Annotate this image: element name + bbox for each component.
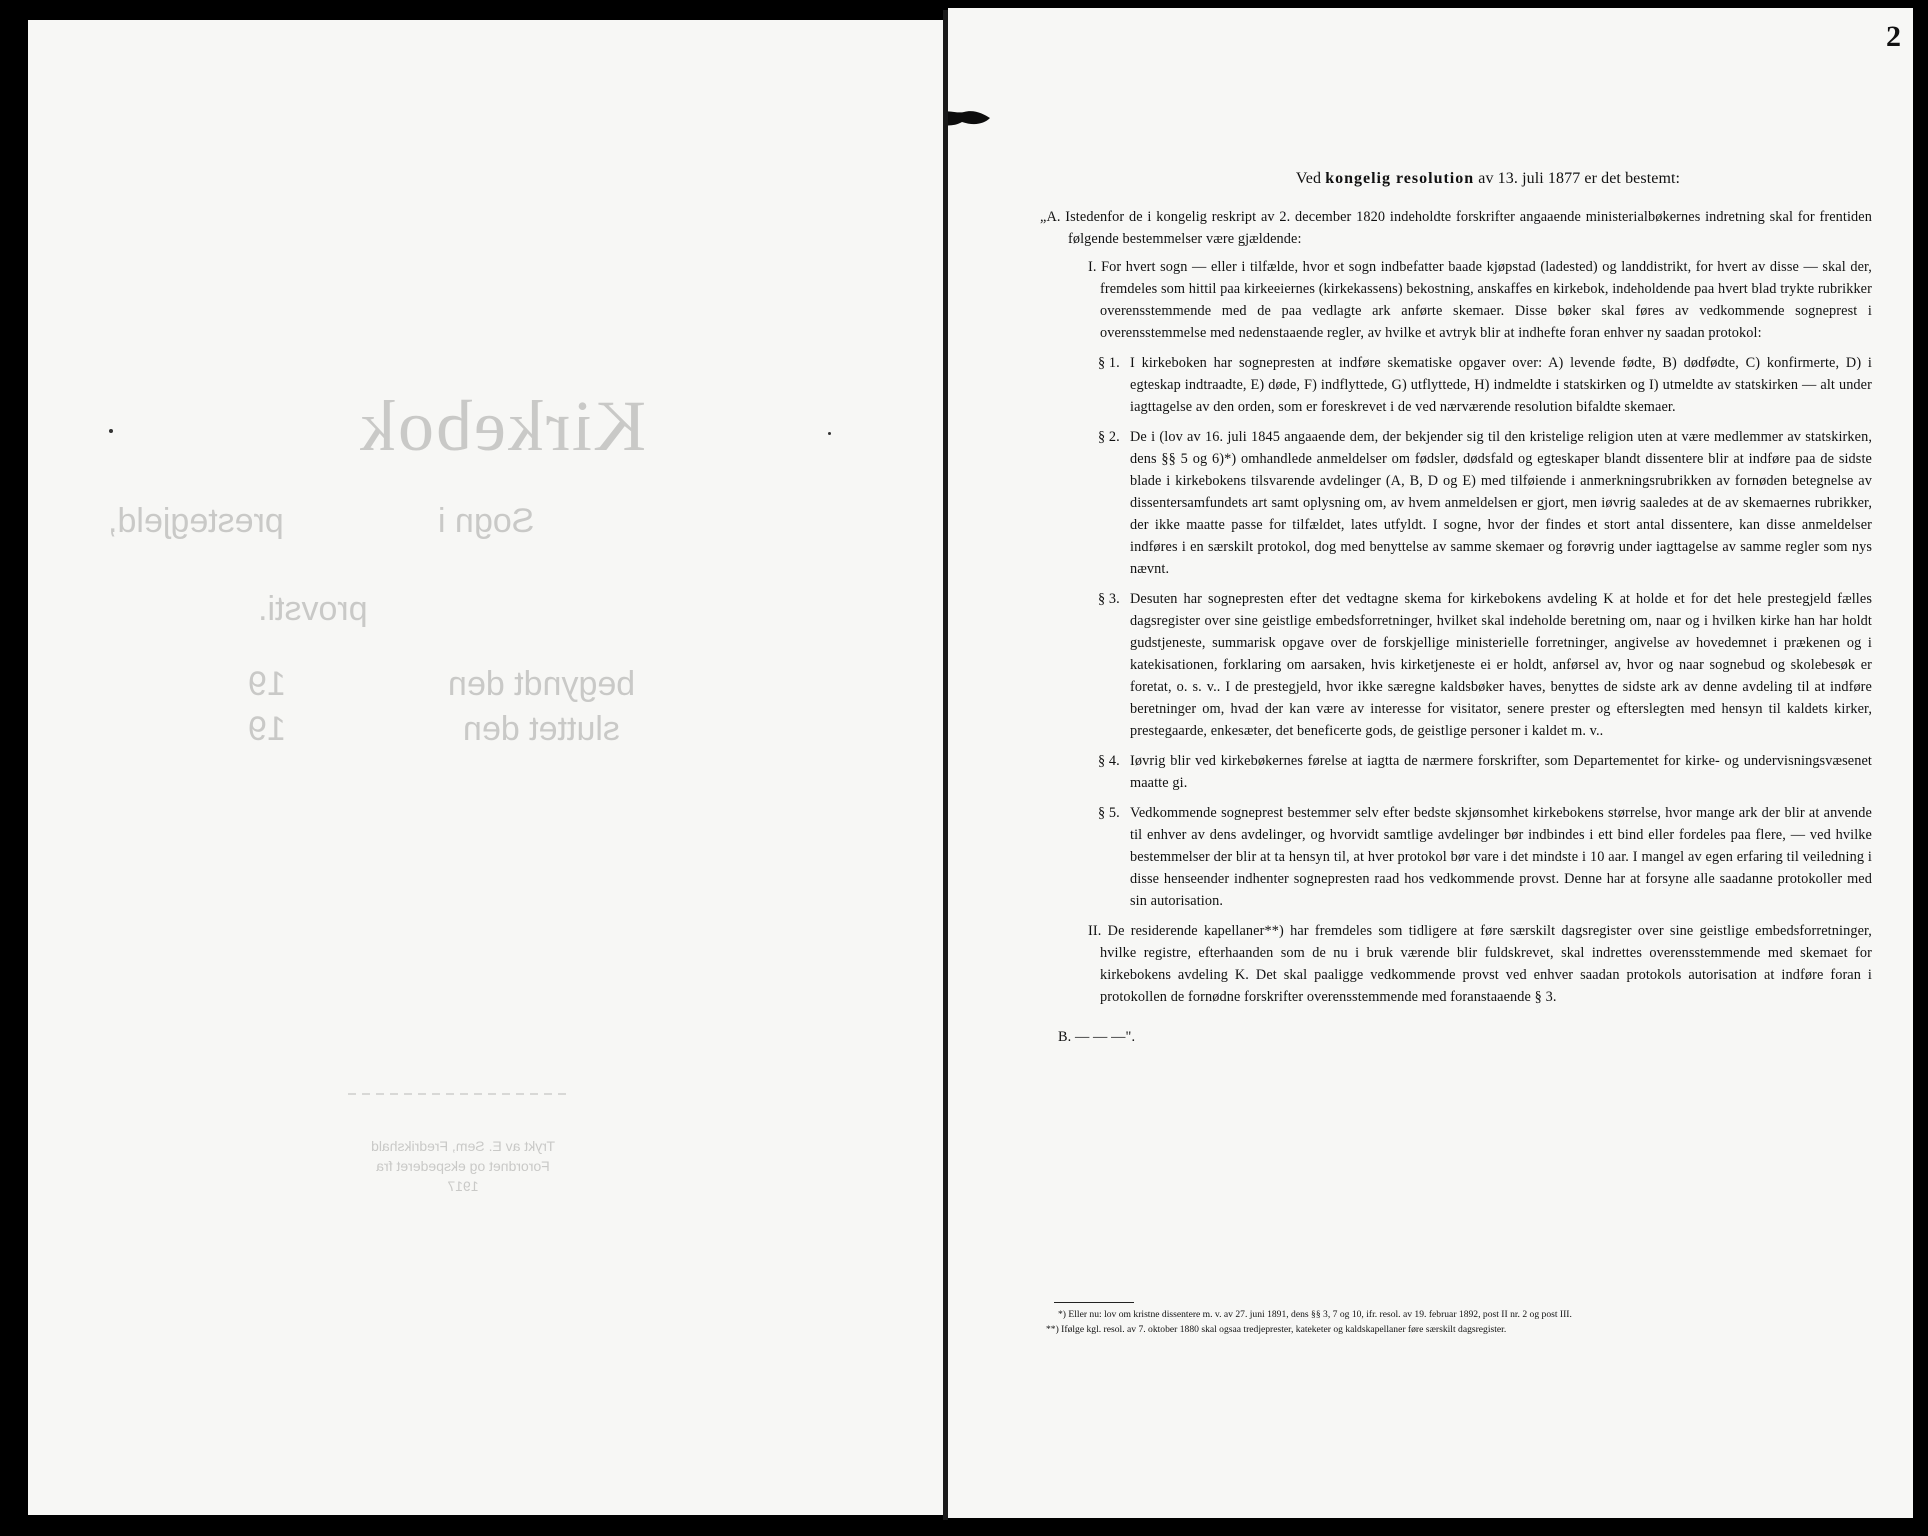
footnote-2: **) Ifølge kgl. resol. av 7. oktober 1880 skal ogsaa tredjeprester, kateketer og kaldskapellaner føre særskilt dagsregister.: [1046, 1324, 1507, 1335]
section-2-text: De i (lov av 16. juli 1845 angaaende dem, der bekjender sig til den kristelige religion uten at være medlemmer av statskirken, dens §§ 5 og 6)*) omhandlede anmeldelser om fødsler, dødsfald og egteskaper blandt dissentere blir at indføre paa de sidste blade i kirkebokens tilsvarende avdelinger (A, B, D og E) med tilføiende i anmerkningsrubrikken av fornøden betegnelse av dissentersamfundets art samt oplysning om, av hvem anmeldelsen er gjort, men iøvrig saaledes at de av skemaernes rubrikker, der ikke maatte passe for tilfældet, lates utfyldt. I sogne, hvor der findes et stort antal dissentere, kan disse anmeldelser indføres i en særskilt protokol, dog med benyttelse av samme skemaer og forøvrig under iagttagelse av samme regler som nys nævnt.: [1130, 429, 1872, 577]
section-3-label: § 3.: [1098, 591, 1120, 607]
section-4-text: Iøvrig blir ved kirkebøkernes førelse at iagtta de nærmere forskrifter, som Departementet for kirke- og undervisningsvæsenet maatte gi.: [1130, 753, 1872, 791]
faint-row-3-left: begyndt den: [448, 665, 636, 703]
faint-rule: [348, 1093, 568, 1095]
paragraph-a-text: Istedenfor de i kongelig reskript av 2. december 1820 indeholdte forskrifter angaaende ministerialbøkernes indretning skal for frentiden følgende bestemmelser være gjældende:: [1065, 209, 1872, 247]
section-4-label: § 4.: [1098, 753, 1120, 769]
paragraph-i-text: For hvert sogn — eller i tilfælde, hvor et sogn indbefatter baade kjøpstad (ladested) og landdistrikt, for hvert av disse — skal der, fremdeles som hittil paa kirkeeiernes (kirkekassens) bekostning, anskaffes en kirkebok, indeholdende paa hvert blad trykte rubrikker overensstemmende med de paa vedlagte ark anførte skemaer. Disse bøker skal føres av vedkommende sogneprest i overensstemmelse med nedenstaaende regler, av hvilke et avtryk blir at indhefte foran enhver ny saadan protokol:: [1100, 259, 1872, 341]
footnotes: [1040, 1302, 1882, 1336]
heading-pre: Ved: [1295, 170, 1322, 187]
speck: [109, 429, 113, 433]
paragraph-ii-text: De residerende kapellaner**) har fremdeles som tidligere at føre særskilt dagsregister over sine geistlige embedsforretninger, hvilke registre, efterhaanden som de nu i bruk værende blir fuldskrevet, skal indrettes overensstemmende med skemaet for kirkebokens avdeling K. Det skal paaligge vedkommende provst ved enhver saadan protokols autorisation at indføre foran i protokollen de fornødne forskrifter overensstemmende med foranstaaende § 3.: [1100, 923, 1872, 1005]
paragraph-ii-label: II.: [1088, 923, 1102, 939]
footnote-1: *) Eller nu: lov om kristne dissentere m. v. av 27. juni 1891, dens §§ 3, 7 og 10, ifr. resol. av 19. februar 1892, post II nr. 2 og post III.: [1058, 1309, 1572, 1320]
section-5-text: Vedkommende sogneprest bestemmer selv efter bedste skjønsomhet kirkebokens størrelse, hvor mange ark der blir at anvende til enhver av dens avdelinger, og hvorvidt samtlige avdelinger bør indbindes i ett bind eller fordeles paa flere, — ved hvilke bestemmelser der blir at ta hensyn til, at hver protokol bør vare i det mindste i 10 aar. I mangel av egen erfaring til veiledning i disse henseender indhenter sognepresten raad hos vedkommende provst. Denne har at forsyne alle saadanne protokoller med sin autorisation.: [1130, 805, 1872, 909]
paragraph-b: B. — — —".: [1058, 1029, 1136, 1045]
section-3: [1098, 588, 1872, 742]
section-3-text: Desuten har sognepresten efter det vedtagne skema for kirkebokens avdeling K at holde et for det hele prestegjeld fælles dagsregister over sine geistlige embedsforretninger, hvilket skal indeholde beretning om, naar og i hvilken kirke han har holdt gudstjeneste, summarisk opgave over de forskjellige ministerielle forretninger, angivelse av hovedemnet i prækenen og i katekisationen, forklaring om aarsaken, hvis kirketjeneste ei er holdt, anførsel av, hvor og naar sognebud og skolebesøk er foretat, o. s. v.. I de prestegjeld, hvor ikke særegne kaldsbøker haves, benyttes de sidste ark av denne avdeling til at indføre beretninger om, hvad der kan være av interesse for visitator, senere prester og efterslegten med hensyn til kaldets kirker, prestegaarde, enkesæter, det beneficerte gods, de geistlige personer i kaldet m. v..: [1130, 591, 1872, 739]
section-5-label: § 5.: [1098, 805, 1120, 821]
heading-post: av 13. juli 1877 er det bestemt:: [1478, 170, 1681, 187]
resolution-text: [1040, 168, 1872, 1048]
section-5: [1098, 802, 1872, 912]
faint-row-4-left: sluttet den: [463, 710, 620, 748]
speck: [828, 432, 831, 435]
faint-title: Kirkebok: [358, 386, 646, 466]
section-1-label: § 1.: [1098, 355, 1120, 371]
section-4: [1098, 750, 1872, 794]
printer-line-3: 1917: [447, 1178, 479, 1194]
heading-bold: kongelig resolution: [1325, 170, 1475, 187]
section-1: [1098, 352, 1872, 418]
section-1-text: I kirkeboken har sognepresten at indføre skematiske opgaver over: A) levende fødte, B) dødfødte, C) konfirmerte, D) i egteskap indtraadte, E) døde, F) indflyttede, G) utflyttede, H) indmeldte i statskirken og I) utmeldte av statskirken — alt under iagttagelse av den orden, som er foreskrevet i de ved nærværende resolution bifaldte skemaer.: [1130, 355, 1872, 415]
paragraph-i: [1088, 256, 1872, 344]
section-2: [1098, 426, 1872, 580]
right-page: [948, 8, 1913, 1518]
left-page: [28, 20, 943, 1515]
faint-row-1-left: Sogn i: [438, 502, 535, 540]
page-number: 2: [1886, 20, 1901, 53]
paragraph-a: [1040, 206, 1872, 250]
faint-row-2-right: provsti.: [258, 590, 368, 628]
section-2-label: § 2.: [1098, 429, 1120, 445]
ink-blot-icon: [948, 104, 994, 132]
heading: [1104, 168, 1872, 190]
paragraph-a-label: „A.: [1040, 209, 1061, 225]
printer-line-2: Forordnet og ekspederet fra: [376, 1158, 550, 1174]
faint-row-1-right: prestegjeld,: [108, 502, 284, 540]
paragraph-ii: [1088, 920, 1872, 1008]
paragraph-i-label: I.: [1088, 259, 1097, 275]
printer-line-1: Trykt av E. Sem, Fredrikshald: [371, 1138, 555, 1154]
faint-row-3-right: 19: [248, 665, 286, 703]
faint-row-4-right: 19: [248, 710, 286, 748]
